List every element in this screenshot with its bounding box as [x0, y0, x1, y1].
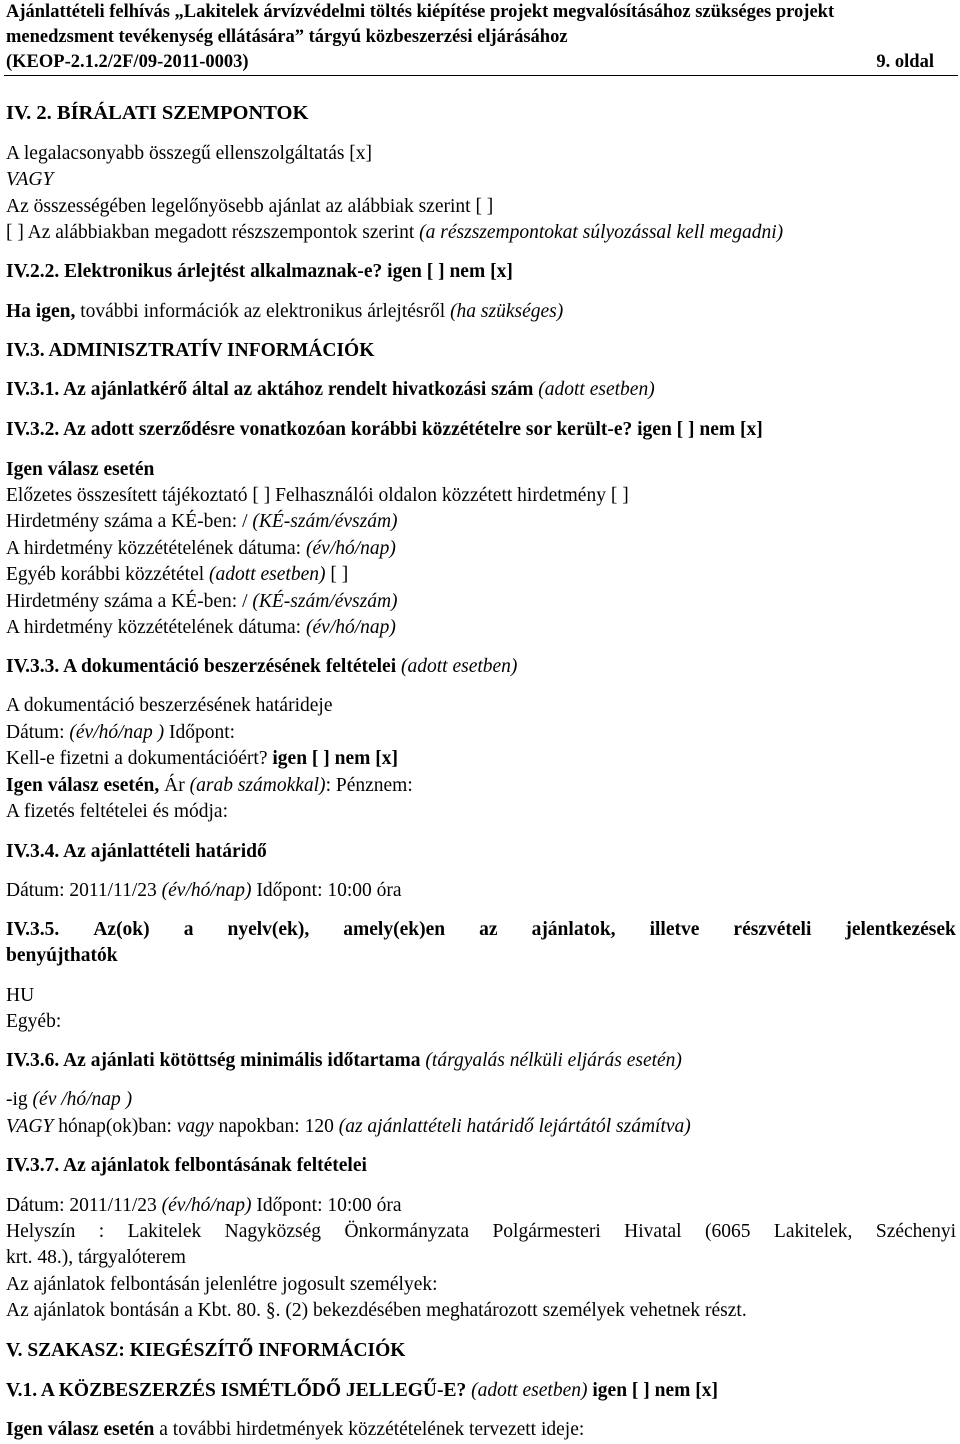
opening-date: Dátum: 2011/11/23	[6, 1195, 162, 1216]
price-label: Ár	[159, 775, 190, 796]
notice-date-format-2: (év/hó/nap)	[305, 617, 396, 638]
sub-criteria-note: (a részszempontokat súlyozással kell megadni)	[419, 222, 784, 243]
languages-heading-word: jelentkezések	[845, 919, 956, 940]
header-title-line-3	[6, 50, 960, 75]
if-yes-label: Ha igen,	[6, 301, 76, 322]
tender-deadline-date-format: (év/hó/nap)	[161, 880, 252, 901]
payment-question-line	[6, 747, 398, 771]
if-needed-note: (ha szükséges)	[450, 301, 564, 322]
documentation-conditions-heading: IV.3.3. A dokumentáció beszerzésének feltételei	[6, 656, 397, 677]
months-label: hónap(ok)ban:	[53, 1116, 177, 1137]
opening-conditions-heading: IV.3.7. Az ajánlatok felbontásának feltételei	[6, 1155, 367, 1176]
recurring-note: (adott esetben)	[466, 1380, 588, 1401]
date-format: (év/hó/nap )	[69, 722, 165, 743]
language-hu: HU	[6, 985, 35, 1006]
notice-number-line-1	[6, 510, 398, 534]
or-inline: vagy	[176, 1116, 214, 1137]
recurring-question-line	[6, 1379, 718, 1403]
location-word: Önkormányzata	[344, 1221, 470, 1242]
days-note: (az ajánlattételi határidő lejártától számítva)	[338, 1116, 691, 1137]
until-label: -ig	[6, 1089, 33, 1110]
tender-deadline-date: Dátum: 2011/11/23	[6, 880, 162, 901]
payment-question: Kell-e fizetni a dokumentációért?	[6, 748, 268, 769]
languages-heading-line	[6, 918, 956, 942]
prior-information-notice-line: Előzetes összesített tájékoztató [ ] Felhasználói oldalon közzétett hirdetmény [ ]	[6, 485, 629, 506]
other-publication-label: Egyéb korábbi közzététel	[6, 564, 210, 585]
page-number: 9. oldal	[876, 52, 934, 72]
criterion-best-value: Az összességében legelőnyösebb ajánlat az alábbiak szerint [ ]	[6, 196, 494, 217]
page-header	[6, 0, 960, 75]
if-yes-heading: Igen válasz esetén	[6, 459, 155, 480]
e-auction-info-line	[6, 300, 563, 324]
prior-publication-question: IV.3.2. Az adott szerződésre vonatkozóan korábbi közzétételre sor került-e? igen [ ] nem [x]	[6, 419, 763, 440]
payment-answer: igen [ ] nem [x]	[267, 748, 399, 769]
languages-heading-word: Az(ok)	[93, 919, 150, 940]
languages-heading-word: nyelv(ek),	[227, 919, 310, 940]
languages-heading-word: a	[183, 919, 194, 940]
validity-note: (tárgyalás nélküli eljárás esetén)	[420, 1050, 682, 1071]
validity-date-line	[6, 1088, 132, 1112]
opening-time: Időpont: 10:00 óra	[251, 1195, 402, 1216]
location-word: Polgármesteri	[492, 1221, 601, 1242]
reference-number-line	[6, 378, 655, 402]
opening-date-line	[6, 1194, 402, 1218]
e-auction-question: IV.2.2. Elektronikus árlejtést alkalmaznak-e?	[6, 261, 383, 282]
future-notices-text: a további hirdetmények közzétételének tervezett ideje:	[154, 1419, 585, 1440]
languages-heading-word: amely(ek)en	[343, 919, 446, 940]
location-word: (6065	[705, 1221, 751, 1242]
until-date-format: (év /hó/nap )	[32, 1089, 133, 1110]
recurring-question: V.1. A KÖZBESZERZÉS ISMÉTLŐDŐ JELLEGŰ-E?	[6, 1380, 467, 1401]
sub-criteria-label: [ ] Az alábbiakban megadott részszempontok szerint	[6, 222, 420, 243]
opening-location-line	[6, 1220, 956, 1244]
documentation-conditions-note: (adott esetben)	[396, 656, 518, 677]
price-if-yes-label: Igen válasz esetén,	[6, 775, 160, 796]
notice-date-line-2	[6, 616, 396, 640]
future-notices-if-yes: Igen válasz esetén	[6, 1419, 155, 1440]
location-word: Helyszín	[6, 1221, 76, 1242]
notice-number-label-2: Hirdetmény száma a KÉ-ben: /	[6, 591, 253, 612]
tender-deadline-date-line	[6, 879, 402, 903]
section-heading-administrative: IV.3. ADMINISZTRATÍV INFORMÁCIÓK	[6, 340, 375, 361]
documentation-conditions-line	[6, 655, 517, 679]
header-divider	[4, 75, 958, 76]
or-label: VAGY	[6, 1116, 54, 1137]
days-value: napokban: 120	[213, 1116, 339, 1137]
e-auction-line	[6, 260, 513, 284]
attendees-label: Az ajánlatok felbontásán jelenlétre jogosult személyek:	[6, 1274, 438, 1295]
languages-heading-word: részvételi	[733, 919, 812, 940]
other-publication-note: (adott esetben)	[209, 564, 326, 585]
location-word: :	[98, 1221, 105, 1242]
opening-location-continuation: krt. 48.), tárgyalóterem	[6, 1247, 186, 1268]
e-auction-info-text: további információk az elektronikus árlejtésről	[75, 301, 451, 322]
criterion-lowest-price: A legalacsonyabb összegű ellenszolgáltatás [x]	[6, 143, 373, 164]
sub-criteria-line	[6, 221, 783, 245]
notice-number-format-1: (KÉ-szám/évszám)	[252, 511, 398, 532]
time-label: Időpont:	[164, 722, 236, 743]
documentation-deadline-label: A dokumentáció beszerzésének határideje	[6, 695, 333, 716]
tender-deadline-time: Időpont: 10:00 óra	[251, 880, 402, 901]
tender-deadline-heading: IV.3.4. Az ajánlattételi határidő	[6, 841, 267, 862]
language-other: Egyéb:	[6, 1011, 62, 1032]
notice-number-line-2	[6, 590, 398, 614]
location-word: Lakitelek,	[773, 1221, 853, 1242]
project-code: (KEOP-2.1.2/2F/09-2011-0003)	[6, 52, 249, 72]
or-text: VAGY	[6, 169, 54, 190]
languages-heading-continuation: benyújthatók	[6, 945, 118, 966]
notice-date-format-1: (év/hó/nap)	[305, 538, 396, 559]
location-word: Lakitelek	[127, 1221, 202, 1242]
location-word: Nagyközség	[224, 1221, 322, 1242]
section-v-heading: V. SZAKASZ: KIEGÉSZÍTŐ INFORMÁCIÓK	[6, 1340, 406, 1361]
notice-date-line-1	[6, 537, 396, 561]
location-word: Hivatal	[624, 1221, 682, 1242]
section-heading-evaluation-criteria: IV. 2. BÍRÁLATI SZEMPONTOK	[6, 102, 309, 124]
notice-number-label-1: Hirdetmény száma a KÉ-ben: /	[6, 511, 253, 532]
date-label: Dátum:	[6, 722, 70, 743]
languages-heading-word: IV.3.5.	[6, 919, 60, 940]
if-applicable-note: (adott esetben)	[533, 379, 655, 400]
header-title-line-1: Ajánlattételi felhívás „Lakitelek árvízvédelmi töltés kiépítése projekt megvalósításához szükséges projekt	[6, 2, 835, 22]
notice-number-format-2: (KÉ-szám/évszám)	[252, 591, 398, 612]
payment-terms-label: A fizetés feltételei és módja:	[6, 801, 228, 822]
validity-heading-line	[6, 1049, 682, 1073]
price-note: (arab számokkal)	[189, 775, 326, 796]
e-auction-answer: igen [ ] nem [x]	[382, 261, 513, 282]
languages-heading-word: az	[479, 919, 498, 940]
languages-heading-word: illetve	[649, 919, 700, 940]
location-word: Széchenyi	[875, 1221, 956, 1242]
recurring-answer: igen [ ] nem [x]	[587, 1380, 719, 1401]
notice-date-label-2: A hirdetmény közzétételének dátuma:	[6, 617, 306, 638]
validity-duration-line	[6, 1115, 691, 1139]
notice-date-label-1: A hirdetmény közzétételének dátuma:	[6, 538, 306, 559]
other-publication-checkbox: [ ]	[325, 564, 349, 585]
price-line	[6, 774, 413, 798]
reference-number-label: IV.3.1. Az ajánlatkérő által az aktához rendelt hivatkozási szám	[6, 379, 534, 400]
opening-date-format: (év/hó/nap)	[161, 1195, 252, 1216]
header-title-line-2: menedzsment tevékenység ellátására” tárgyú közbeszerzési eljárásához	[6, 27, 568, 47]
languages-heading-word: ajánlatok,	[531, 919, 616, 940]
other-publication-line	[6, 563, 348, 587]
validity-heading: IV.3.6. Az ajánlati kötöttség minimális időtartama	[6, 1050, 421, 1071]
documentation-date-line	[6, 721, 235, 745]
attendees-text: Az ajánlatok bontásán a Kbt. 80. §. (2) bekezdésében meghatározott személyek vehetnek részt.	[6, 1300, 747, 1321]
future-notices-line	[6, 1418, 584, 1442]
currency-label: : Pénznem:	[325, 775, 413, 796]
